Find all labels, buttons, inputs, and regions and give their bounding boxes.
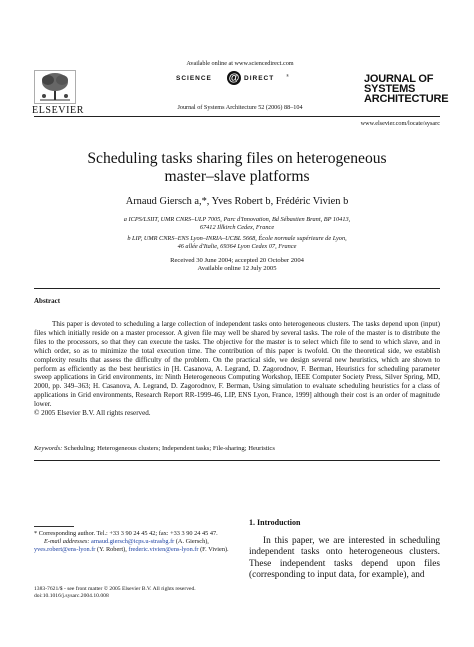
- issn-line: 1383-7621/$ - see front matter © 2005 Elsevier B.V. All rights reserved.: [34, 586, 196, 592]
- corresponding-author: * Corresponding author. Tel.: +33 3 90 24 45 42; fax: +33 3 90 24 45 47.: [34, 530, 218, 537]
- sciencedirect-right: DIRECT: [244, 75, 275, 82]
- footnote-rule: [34, 526, 74, 527]
- introduction-heading: 1. Introduction: [249, 518, 301, 527]
- doi-line[interactable]: doi:10.1016/j.sysarc.2004.10.008: [34, 593, 109, 599]
- abstract-text: This paper is devoted to scheduling a large collection of independent tasks onto heterogeneous clusters. The tasks depend upon (input) files which initially reside on a master processor. A given file may well be shared by several tasks. The role of the master is to distribute the files to the processors, so that they can execute the tasks. The objective for the master is to select which file to send to which slave, and in which order, so as to minimize the total execution time. The contribution of this paper is twofold. On the theoretical side, we establish complexity results that assess the difficulty of the problem. On the practical side, we design several new heuristics, which are shown to perform as efficiently as the best heuristics in [H. Casanova, A. Legrand, D. Zagorodnov, F. Berman, Heuristics for scheduling parameter sweep applications in Grid environments, in: Ninth Heterogeneous Computing Workshop, IEEE Computer Society Press, Silver Spring, MD, 2000, pp. 349–363; H. Casanova, A. Legrand, D. Zagorodnov, F. Berman, Using simulation to evaluate scheduling heuristics for a class of applications in Grid environments, Research Report RR-1999-46, LIP, ENS Lyon, France, 1999] although their cost is an order of magnitude lower.: [34, 320, 440, 409]
- journal-name-line3: ARCHITECTURE: [364, 93, 449, 105]
- publication-dates: [34, 257, 440, 273]
- paper-title-line1: Scheduling tasks sharing files on heterogeneous: [87, 150, 387, 167]
- abstract-copyright: © 2005 Elsevier B.V. All rights reserved.: [34, 409, 151, 418]
- introduction-body: [249, 536, 440, 582]
- received-date: Received 30 June 2004; accepted 20 October 2004: [170, 257, 304, 264]
- available-date: Available online 12 July 2005: [197, 265, 277, 273]
- journal-name-line2: SYSTEMS: [364, 83, 416, 95]
- keywords-text: Scheduling; Heterogeneous clusters; Independent tasks; File-sharing; Heuristics: [62, 445, 275, 452]
- registered-mark: ®: [286, 73, 290, 78]
- abstract-body: [34, 320, 440, 418]
- email-link-robert[interactable]: yves.robert@ens-lyon.fr: [34, 546, 96, 553]
- email-link-giersch[interactable]: arnaud.giersch@icps.u-strasbg.fr: [91, 538, 175, 545]
- available-online-text: Available online at www.sciencedirect.com: [186, 60, 294, 67]
- email-link-vivien[interactable]: frederic.vivien@ens-lyon.fr: [128, 546, 199, 553]
- sciencedirect-logo: [176, 73, 306, 85]
- affiliation-b: [80, 235, 394, 251]
- email-suffix-2: (Y. Robert),: [95, 546, 129, 553]
- sciencedirect-left: SCIENCE: [176, 75, 212, 82]
- email-addresses: [34, 538, 234, 554]
- journal-name-line1: JOURNAL OF: [364, 73, 434, 85]
- keywords-label: Keywords:: [34, 445, 63, 452]
- issn-doi: [34, 586, 254, 600]
- journal-reference: Journal of Systems Architecture 52 (2006) 88–104: [177, 104, 303, 111]
- email-suffix-3: (F. Vivien).: [198, 546, 229, 553]
- introduction-text: In this paper, we are interested in scheduling independent tasks onto heterogeneous clusters. These independent tasks depend upon files (corresponding to input data, for example), and: [249, 536, 440, 581]
- journal-url[interactable]: www.elsevier.com/locate/sysarc: [360, 120, 440, 127]
- affiliation-a: [80, 216, 394, 232]
- email-suffix-1: (A. Giersch),: [174, 538, 209, 545]
- header-rule: [34, 116, 440, 117]
- author-list: Arnaud Giersch a,*, Yves Robert b, Frédéric Vivien b: [125, 196, 349, 207]
- affiliation-b-line1: b LIP, UMR CNRS–ENS Lyon–INRIA–UCBL 5668, École normale supérieure de Lyon,: [127, 235, 347, 242]
- at-sign-icon: @: [228, 72, 240, 84]
- affiliation-b-line2: 46 allée d'Italie, 69364 Lyon Cedex 07, France: [177, 243, 297, 250]
- abstract-bottom-rule: [34, 460, 440, 461]
- abstract-heading: Abstract: [34, 297, 61, 305]
- journal-name: [364, 74, 448, 104]
- paper-title-line2: master–slave platforms: [164, 168, 310, 185]
- footnote: [34, 530, 234, 554]
- email-label: E-mail addresses:: [44, 538, 90, 545]
- paper-title: [34, 150, 440, 186]
- affiliation-a-line2: 67412 Illkirch Cedex, France: [199, 224, 275, 231]
- keywords: [34, 445, 440, 453]
- affiliation-a-line1: a ICPS/LSIIT, UMR CNRS–ULP 7005, Parc d'Innovation, Bd Sébastien Brant, BP 10413,: [123, 216, 351, 223]
- publisher-name: ELSEVIER: [32, 105, 85, 116]
- elsevier-tree-logo: [34, 70, 76, 109]
- abstract-top-rule: [34, 288, 440, 289]
